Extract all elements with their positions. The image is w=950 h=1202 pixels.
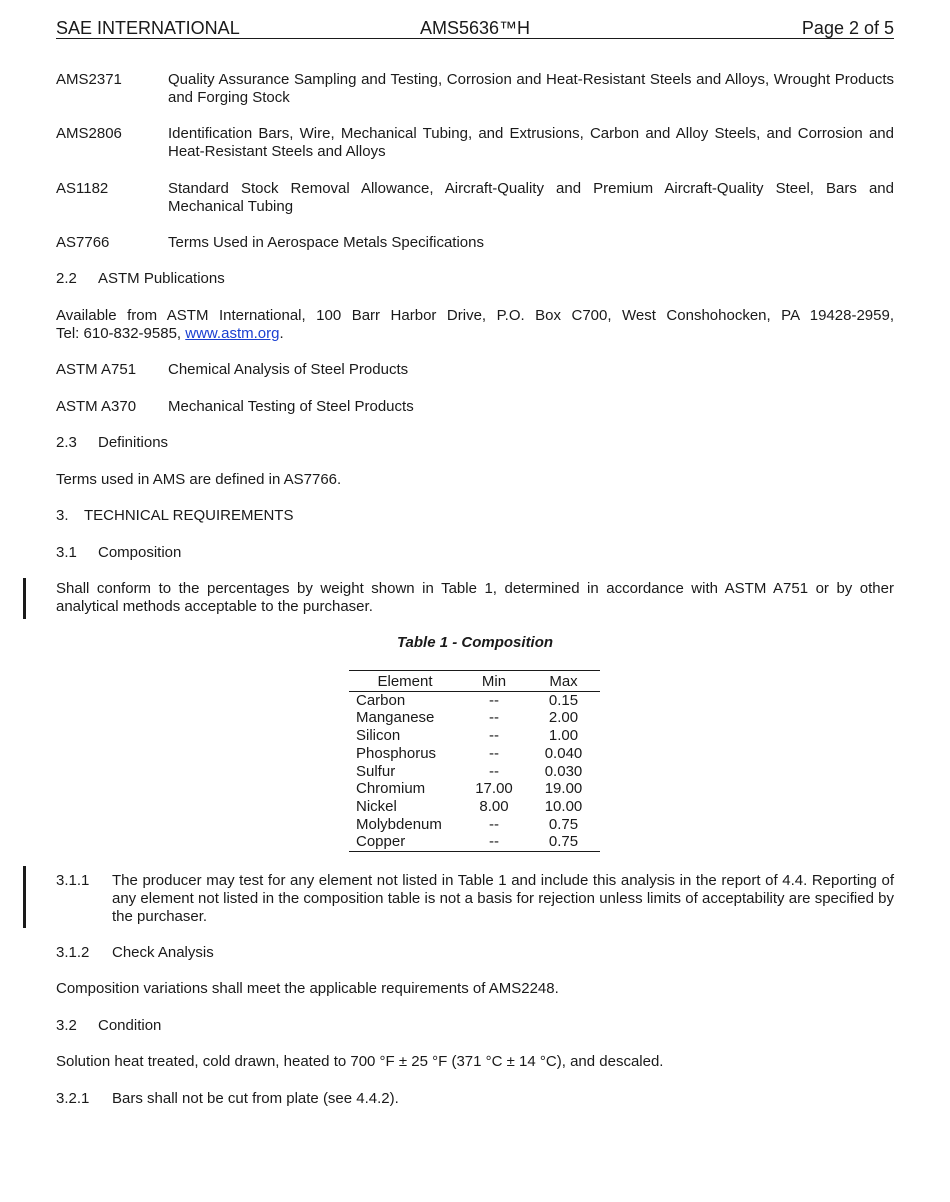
section-title: TECHNICAL REQUIREMENTS — [84, 507, 294, 524]
max-cell: 2.00 — [548, 709, 579, 727]
max-cell: 0.040 — [544, 744, 583, 762]
composition-paragraph: Shall conform to the percentages by weight shown in Table 1, determined in accordance with ASTM A751 or by other analytical methods acceptable to the purchaser. — [56, 580, 894, 615]
header-organization: SAE INTERNATIONAL — [56, 18, 240, 38]
element-cell: Phosphorus — [356, 744, 437, 762]
table-row — [349, 763, 600, 781]
element-cell: Nickel — [356, 797, 397, 815]
min-cell: -- — [489, 727, 499, 745]
min-cell: -- — [489, 815, 499, 833]
table-caption: Table 1 - Composition — [396, 634, 554, 651]
page-header — [56, 18, 894, 39]
element-cell: Chromium — [356, 780, 426, 798]
table-row — [349, 780, 600, 798]
astm-availability-paragraph — [56, 307, 894, 343]
section-title: Condition — [98, 1017, 162, 1034]
max-cell: 0.030 — [544, 762, 583, 780]
element-cell: Sulfur — [356, 762, 396, 780]
reference-title: Quality Assurance Sampling and Testing, Corrosion and Heat-Resistant Steels and Alloys, Wrought Products and Forging Stock — [168, 71, 894, 106]
min-cell: -- — [489, 833, 499, 851]
section-title: Composition — [98, 544, 182, 561]
max-cell: 10.00 — [544, 797, 583, 815]
table-header-row — [349, 671, 600, 692]
min-cell: 17.00 — [475, 780, 513, 798]
check-analysis-paragraph: Composition variations shall meet the applicable requirements of AMS2248. — [56, 980, 559, 997]
table-row — [349, 798, 600, 816]
min-cell: 8.00 — [479, 797, 509, 815]
reference-code: ASTM A370 — [56, 398, 137, 415]
section-number: 3.2 — [56, 1017, 77, 1034]
min-cell: -- — [489, 691, 499, 709]
reference-code: ASTM A751 — [56, 361, 137, 378]
section-number: 2.2 — [56, 270, 77, 287]
min-cell: -- — [489, 709, 499, 727]
element-cell: Copper — [356, 833, 406, 851]
section-number: 3.1 — [56, 544, 77, 561]
section-title: Check Analysis — [112, 944, 214, 961]
reference-code: AMS2806 — [56, 125, 122, 142]
astm-website-link[interactable]: www.astm.org — [185, 325, 280, 342]
min-cell: -- — [489, 762, 499, 780]
section-title: ASTM Publications — [98, 270, 225, 287]
availability-phone: Tel: 610-832-9585, — [56, 325, 186, 342]
reference-title: Identification Bars, Wire, Mechanical Tubing, and Extrusions, Carbon and Alloy Steels, and Corrosion and Heat-Resistant Steels and Alloys — [168, 125, 894, 160]
reference-code: AS7766 — [56, 234, 110, 251]
element-cell: Silicon — [356, 727, 401, 745]
min-cell: -- — [489, 744, 499, 762]
max-cell: 1.00 — [548, 727, 579, 745]
section-number: 3.2.1 — [56, 1090, 90, 1107]
header-page-number: Page 2 of 5 — [801, 18, 894, 38]
definitions-paragraph: Terms used in AMS are defined in AS7766. — [56, 471, 342, 488]
composition-table — [349, 670, 600, 852]
section-title: Definitions — [98, 434, 169, 451]
element-cell: Manganese — [356, 709, 435, 727]
reference-code: AS1182 — [56, 180, 109, 197]
table-row — [349, 709, 600, 727]
section-number: 2.3 — [56, 434, 77, 451]
max-cell: 0.75 — [548, 815, 579, 833]
table-row — [349, 691, 600, 709]
table-row — [349, 833, 600, 851]
revision-change-bar — [23, 866, 26, 928]
availability-line: Available from ASTM International, 100 Barr Harbor Drive, P.O. Box C700, West Conshohocken, PA 19428-2959, — [56, 307, 894, 324]
section-number: 3.1.2 — [56, 944, 90, 961]
section-text: The producer may test for any element not listed in Table 1 and include this analysis in the report of 4.4. Reporting of any element not listed in the composition table is not a basis for rejection unless limits of acceptability are specified by the purchaser. — [112, 872, 894, 925]
availability-period: . — [279, 325, 284, 342]
reference-title: Mechanical Testing of Steel Products — [168, 398, 414, 415]
table-row — [349, 816, 600, 834]
reference-title: Terms Used in Aerospace Metals Specifications — [168, 234, 484, 251]
element-cell: Carbon — [356, 691, 406, 709]
header-document-number: AMS5636™H — [419, 18, 531, 38]
max-cell: 0.75 — [548, 833, 579, 851]
revision-change-bar — [23, 578, 26, 619]
reference-title: Chemical Analysis of Steel Products — [168, 361, 409, 378]
max-cell: 19.00 — [544, 780, 583, 798]
column-header-element: Element — [349, 671, 461, 692]
max-cell: 0.15 — [548, 691, 579, 709]
table-row — [349, 727, 600, 745]
column-header-max: Max — [527, 671, 600, 692]
condition-paragraph: Solution heat treated, cold drawn, heated to 700 °F ± 25 °F (371 °C ± 14 °C), and descaled. — [56, 1053, 664, 1070]
table-row — [349, 745, 600, 763]
section-number: 3.1.1 — [56, 872, 90, 889]
section-number: 3. — [56, 507, 69, 524]
element-cell: Molybdenum — [356, 815, 442, 833]
section-text: Bars shall not be cut from plate (see 4.4.2). — [112, 1090, 399, 1107]
reference-title: Standard Stock Removal Allowance, Aircraft-Quality and Premium Aircraft-Quality Steel, Bars and Mechanical Tubing — [168, 180, 894, 215]
column-header-min: Min — [461, 671, 527, 692]
reference-code: AMS2371 — [56, 71, 122, 88]
